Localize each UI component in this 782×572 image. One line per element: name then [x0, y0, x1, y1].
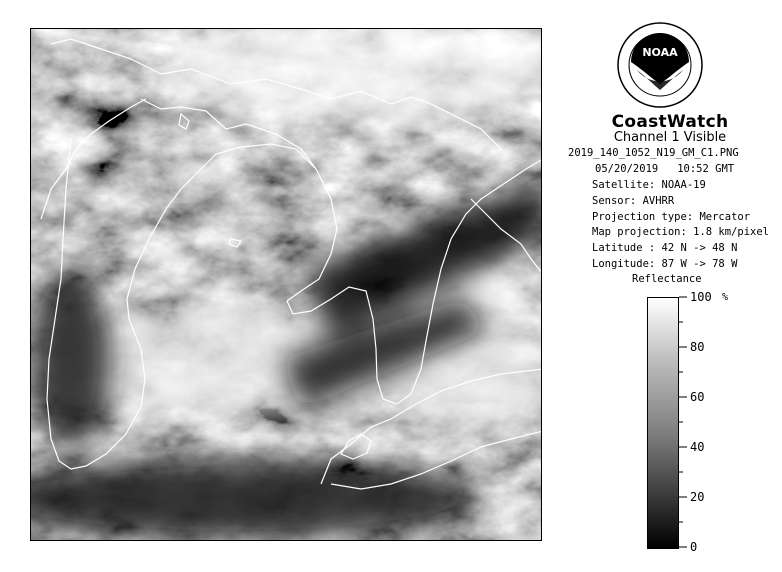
colorbar-title: Reflectance: [632, 273, 702, 285]
colorbar-ticks: [679, 297, 687, 547]
reflectance-colorbar: [647, 297, 679, 549]
acquisition-time: 10:52 GMT: [677, 163, 735, 175]
acquisition-date: 05/20/2019: [595, 163, 659, 175]
colorbar-scale: [679, 292, 721, 554]
date-time: [595, 163, 734, 175]
satellite-info: Satellite: NOAA-19: [592, 179, 706, 191]
app-title: CoastWatch: [611, 112, 729, 132]
colorbar-tick-label: 80: [690, 340, 705, 354]
image-filename: 2019_140_1052_N19_GM_C1.PNG: [568, 147, 739, 159]
satellite-map[interactable]: [30, 28, 542, 541]
map-projection: Map projection: 1.8 km/pixel: [592, 226, 770, 238]
latitude-range: Latitude : 42 N -> 48 N: [592, 242, 738, 254]
channel-label: Channel 1 Visible: [613, 130, 727, 145]
noaa-logo: [617, 22, 703, 108]
colorbar-unit: %: [722, 292, 729, 303]
colorbar-tick-label: 60: [690, 390, 705, 404]
sensor-info: Sensor: AVHRR: [592, 195, 675, 207]
colorbar-tick-label: 100: [690, 292, 712, 304]
projection-type: Projection type: Mercator: [592, 211, 751, 223]
colorbar-tick-label: 40: [690, 440, 705, 454]
logo-text: NOAA: [642, 46, 678, 59]
longitude-range: Longitude: 87 W -> 78 W: [592, 258, 738, 270]
colorbar-tick-label: 0: [690, 540, 698, 554]
colorbar-tick-label: 20: [690, 490, 705, 504]
satellite-imagery: [31, 29, 542, 541]
